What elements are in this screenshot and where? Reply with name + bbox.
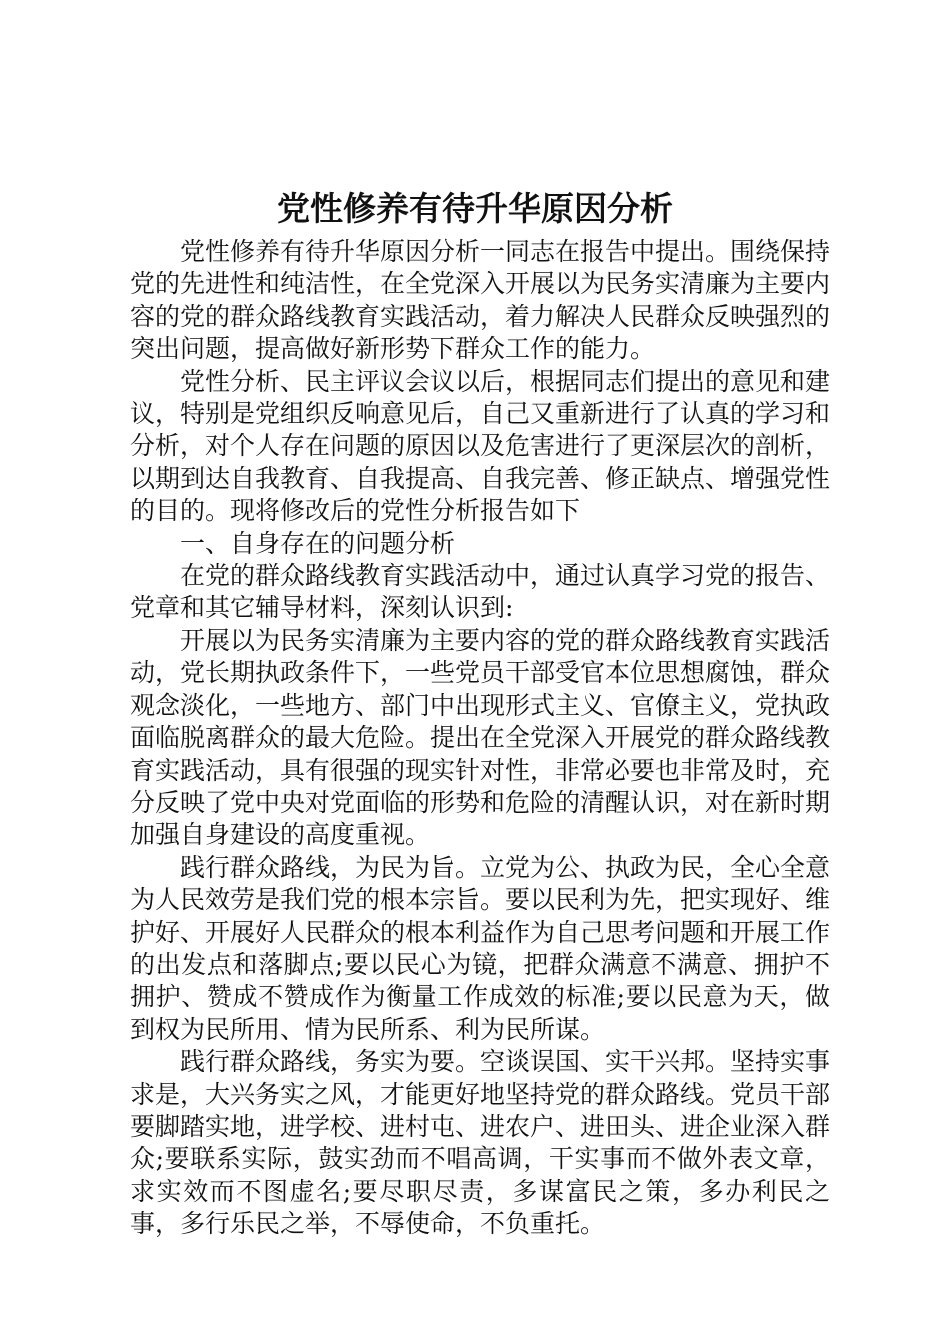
section-heading-problem-analysis: 一、自身存在的问题分析 — [180, 528, 456, 558]
document-body — [130, 236, 830, 1241]
paragraph-party-analysis: 党性分析、民主评议会议以后，根据同志们提出的意见和建议，特别是党组织反响意见后，自己又重新进行了认真的学习和分析，对个人存在问题的原因以及危害进行了更深层次的剖析，以期到达自我教育、自我提高、自我完善、修正缺点、增强党性的目的。现将修改后的党性分析报告如下 — [130, 366, 831, 526]
paragraph-intro: 党性修养有待升华原因分析一同志在报告中提出。围绕保持党的先进性和纯洁性，在全党深入开展以为民务实清廉为主要内容的党的群众路线教育实践活动，着力解决人民群众反映强烈的突出问题，提高做好新形势下群众工作的能力。 — [130, 237, 831, 364]
paragraph-people-first: 践行群众路线，为民为旨。立党为公、执政为民，全心全意为人民效劳是我们党的根本宗旨。要以民利为先，把实现好、维护好、开展好人民群众的根本利益作为自己思考问题和开展工作的出发点和落脚点;要以民心为镜，把群众满意不满意、拥护不拥护、赞成不赞成作为衡量工作成效的标准;要以民意为天，做到权为民所用、情为民所系、利为民所谋。 — [130, 852, 831, 1044]
document-title: 党性修养有待升华原因分析 — [277, 189, 673, 228]
paragraph-campaign-significance: 开展以为民务实清廉为主要内容的党的群众路线教育实践活动，党长期执政条件下，一些党员干部受官本位思想腐蚀，群众观念淡化，一些地方、部门中出现形式主义、官僚主义，党执政面临脱离群众的最大危险。提出在全党深入开展党的群众路线教育实践活动，具有很强的现实针对性，非常必要也非常及时，充分反映了党中央对党面临的形势和危险的清醒认识，对在新时期加强自身建设的高度重视。 — [130, 625, 831, 850]
paragraph-pragmatism: 践行群众路线，务实为要。空谈误国、实干兴邦。坚持实事求是，大兴务实之风，才能更好地坚持党的群众路线。党员干部要脚踏实地，进学校、进村屯、进农户、进田头、进企业深入群众;要联系实际，鼓实劲而不唱高调，干实事而不做外表文章，求实效而不图虚名;要尽职尽责，多谋富民之策，多办利民之事，多行乐民之举，不辱使命，不负重托。 — [130, 1047, 831, 1239]
paragraph-learning: 在党的群众路线教育实践活动中，通过认真学习党的报告、党章和其它辅导材料，深刻认识到: — [130, 561, 831, 623]
